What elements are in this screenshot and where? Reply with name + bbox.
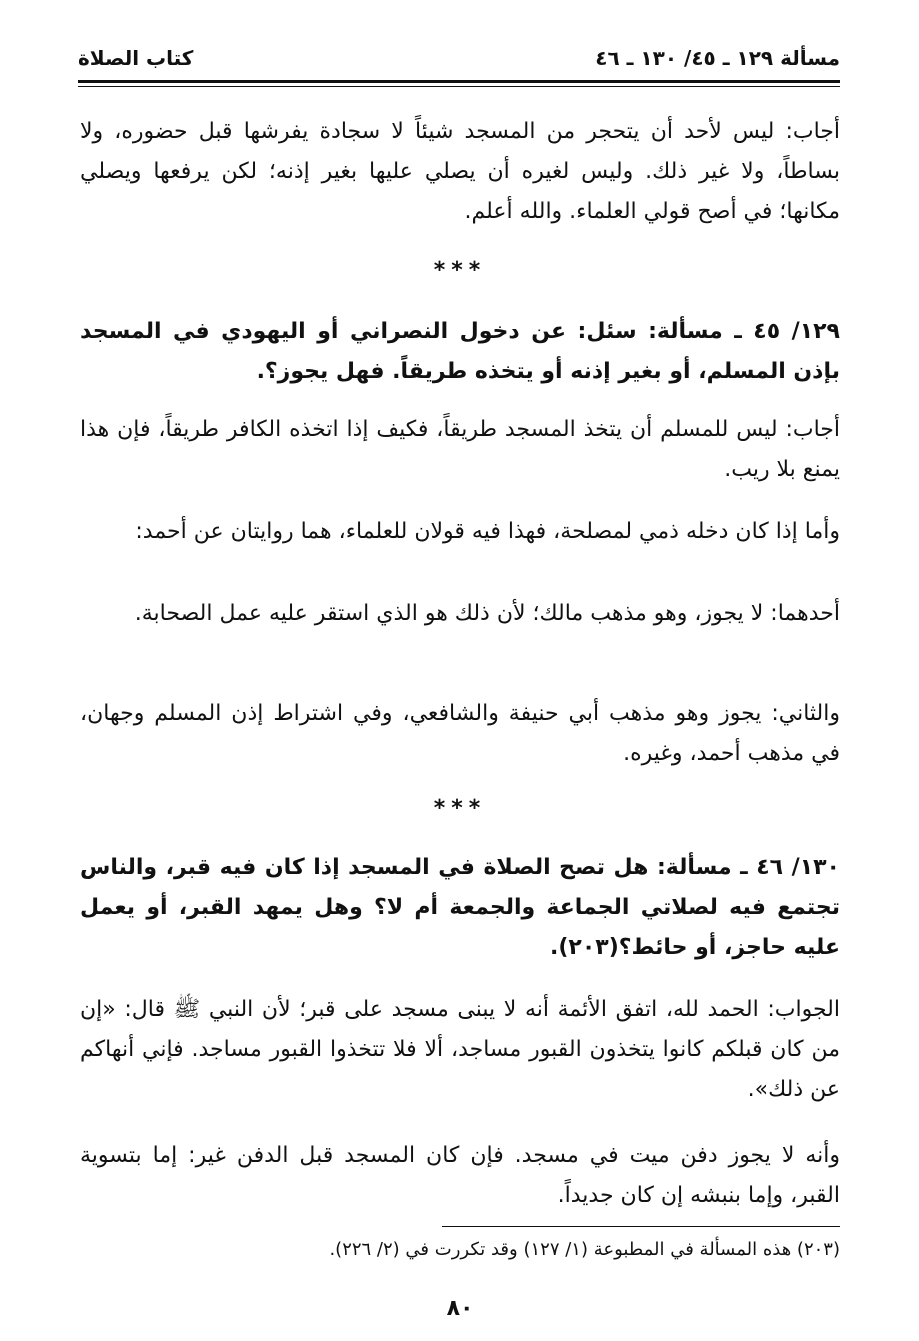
page-number: ٨٠ bbox=[446, 1296, 474, 1321]
answer-previous-issue: أجاب: ليس لأحد أن يتحجر من المسجد شيئاً لا سجادة يفرشها قبل حضوره، ولا بساطاً، ولا غير ذلك. وليس لغيره أن يصلي عليها بغير إذنه؛ لكن يرفعها ويصلي مكانها؛ في أصح قولي العلماء. والله أعلم. bbox=[80, 119, 840, 224]
footnote-203: (٢٠٣) هذه المسألة في المطبوعة (١/ ١٢٧) وقد تكررت في (٢/ ٢٢٦). bbox=[329, 1239, 840, 1260]
section-separator-1: *** bbox=[433, 258, 487, 283]
answer-129-two-opinions: وأما إذا كان دخله ذمي لمصلحة، فهذا فيه قولان للعلماء، هما روايتان عن أحمد: bbox=[135, 519, 840, 544]
book-title: كتاب الصلاة bbox=[78, 46, 194, 70]
header-rule-thin bbox=[78, 86, 840, 87]
footnote-rule bbox=[442, 1226, 840, 1227]
header-rule-thick bbox=[78, 80, 840, 83]
issue-range: مسألة ١٢٩ ـ ٤٥/ ١٣٠ ـ ٤٦ bbox=[595, 46, 840, 70]
answer-129-second-opinion: والثاني: يجوز وهو مذهب أبي حنيفة والشافعي، وفي اشتراط إذن المسلم وجهان، في مذهب أحمد، وغيره. bbox=[80, 701, 840, 766]
question-130: ١٣٠/ ٤٦ ـ مسألة: هل تصح الصلاة في المسجد إذا كان فيه قبر، والناس تجتمع فيه لصلاتي الجماعة والجمعة أم لا؟ وهل يمهد القبر، أو يعمل عليه حاجز، أو حائط؟(٢٠٣). bbox=[80, 855, 840, 960]
question-129: ١٢٩/ ٤٥ ـ مسألة: سئل: عن دخول النصراني أو اليهودي في المسجد بإذن المسلم، أو بغير إذنه أو يتخذه طريقاً. فهل يجوز؟. bbox=[80, 319, 840, 384]
answer-130-main: الجواب: الحمد لله، اتفق الأئمة أنه لا يبنى مسجد على قبر؛ لأن النبي ﷺ قال: «إن من كان قبلكم كانوا يتخذون القبور مساجد، ألا فلا تتخذوا القبور مساجد. فإني أنهاكم عن ذلك». bbox=[80, 997, 840, 1102]
answer-130-burial: وأنه لا يجوز دفن ميت في مسجد. فإن كان المسجد قبل الدفن غير: إما بتسوية القبر، وإما بنبشه إن كان جديداً. bbox=[80, 1143, 840, 1208]
answer-129-first-opinion: أحدهما: لا يجوز، وهو مذهب مالك؛ لأن ذلك هو الذي استقر عليه عمل الصحابة. bbox=[134, 601, 840, 626]
running-header bbox=[78, 40, 840, 70]
section-separator-2: *** bbox=[433, 796, 487, 821]
answer-129-intro: أجاب: ليس للمسلم أن يتخذ المسجد طريقاً، فكيف إذا اتخذه الكافر طريقاً، فإن هذا يمنع بلا ريب. bbox=[80, 417, 840, 482]
